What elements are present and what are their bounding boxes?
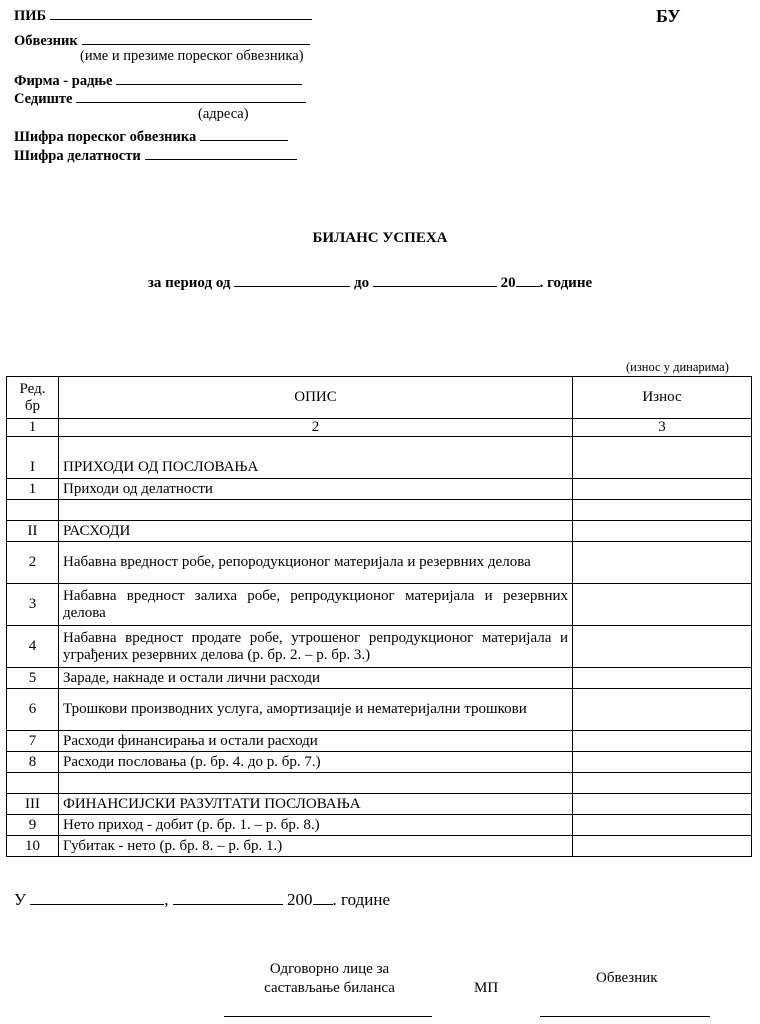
obveznik-field — [14, 30, 310, 50]
page-title: БИЛАНС УСПЕХА — [312, 230, 448, 246]
row-number — [7, 500, 59, 521]
period-to-label: до — [353, 275, 370, 291]
footer-year-suffix: . године — [332, 890, 390, 909]
row-description — [59, 773, 573, 794]
amount-cell[interactable] — [573, 836, 752, 857]
row-number: 5 — [7, 668, 59, 689]
period-year-prefix: 20 — [500, 275, 516, 291]
table-row — [7, 521, 752, 542]
sifra-delatnosti-field — [14, 145, 297, 165]
responsible-person-label: Одговорно лице за састављање биланса — [264, 961, 395, 996]
table-row — [7, 584, 752, 626]
row-description: Расходи пословања (р. бр. 4. до р. бр. 7.) — [59, 752, 573, 773]
row-number: 7 — [7, 731, 59, 752]
obveznik-signature-label: Обвезник — [596, 970, 658, 986]
column-number-row — [7, 419, 752, 437]
period-to-field[interactable] — [373, 272, 497, 287]
sifra-obveznika-line[interactable] — [200, 126, 288, 141]
table-row — [7, 437, 752, 479]
row-description: ФИНАНСИЈСКИ РАЗУЛТАТИ ПОСЛОВАЊА — [59, 794, 573, 815]
table-row — [7, 626, 752, 668]
amount-cell[interactable] — [573, 689, 752, 731]
row-number: 3 — [7, 584, 59, 626]
stamp-placeholder: МП — [474, 980, 499, 996]
sifra-delatnosti-label: Шифра делатности — [14, 148, 141, 164]
row-number: 4 — [7, 626, 59, 668]
row-description — [59, 500, 573, 521]
footer-year-field[interactable] — [313, 890, 333, 905]
period-prefix: за период од — [147, 275, 231, 291]
row-number: 9 — [7, 815, 59, 836]
row-description: Нето приход - добит (р. бр. 1. – р. бр. 8.) — [59, 815, 573, 836]
period-line — [0, 272, 740, 292]
table-row — [7, 794, 752, 815]
amount-cell[interactable] — [573, 500, 752, 521]
amount-cell[interactable] — [573, 731, 752, 752]
firma-field — [14, 70, 302, 90]
row-description: ПРИХОДИ ОД ПОСЛОВАЊА — [59, 437, 573, 479]
row-description: Набавна вредност продате робе, утрошеног репродукционог материјала и уграђених резервних делова (р. бр. 2. – р. бр. 3.) — [59, 626, 573, 668]
sediste-line[interactable] — [76, 88, 306, 103]
amount-cell[interactable] — [573, 794, 752, 815]
firma-label: Фирма - радње — [14, 73, 113, 89]
period-suffix: . године — [539, 275, 593, 291]
table-row — [7, 500, 752, 521]
amount-cell[interactable] — [573, 773, 752, 794]
row-number: 10 — [7, 836, 59, 857]
row-description: Трошкови производних услуга, амортизације и нематеријални трошкови — [59, 689, 573, 731]
row-number — [7, 773, 59, 794]
table-row — [7, 542, 752, 584]
table-row — [7, 668, 752, 689]
date-field[interactable] — [173, 890, 283, 905]
sifra-delatnosti-line[interactable] — [145, 145, 297, 160]
row-number: 1 — [7, 479, 59, 500]
obveznik-signature-line[interactable] — [540, 1016, 710, 1017]
form-code: БУ — [656, 6, 681, 26]
table-header-row — [7, 377, 752, 419]
pib-field — [14, 5, 312, 25]
sifra-obveznika-label: Шифра пореског обвезника — [14, 129, 197, 145]
row-number: II — [7, 521, 59, 542]
amount-cell[interactable] — [573, 815, 752, 836]
col-number-2: 2 — [59, 419, 573, 437]
table-row — [7, 731, 752, 752]
row-number: III — [7, 794, 59, 815]
row-description: Приходи од делатности — [59, 479, 573, 500]
row-number: I — [7, 437, 59, 479]
row-description: Расходи финансирања и остали расходи — [59, 731, 573, 752]
table-row — [7, 836, 752, 857]
row-description: РАСХОДИ — [59, 521, 573, 542]
income-statement-table — [6, 376, 752, 857]
pib-line[interactable] — [50, 5, 312, 20]
sediste-note: (адреса) — [198, 106, 249, 122]
header-desc: ОПИС — [59, 377, 573, 419]
firma-line[interactable] — [116, 70, 302, 85]
row-number: 6 — [7, 689, 59, 731]
amount-cell[interactable] — [573, 584, 752, 626]
amount-cell[interactable] — [573, 542, 752, 584]
amount-cell[interactable] — [573, 752, 752, 773]
place-prefix: У — [14, 890, 27, 909]
sifra-obveznika-field — [14, 126, 288, 146]
amount-cell[interactable] — [573, 626, 752, 668]
row-description: Зараде, накнаде и остали лични расходи — [59, 668, 573, 689]
sediste-field — [14, 88, 306, 108]
period-from-field[interactable] — [234, 272, 350, 287]
place-field[interactable] — [30, 890, 164, 905]
table-row — [7, 815, 752, 836]
footer-year-prefix: 200 — [287, 890, 313, 909]
amount-cell[interactable] — [573, 437, 752, 479]
table-row — [7, 752, 752, 773]
table-row — [7, 773, 752, 794]
col-number-3: 3 — [573, 419, 752, 437]
amount-cell[interactable] — [573, 521, 752, 542]
place-date-line: У , 200 . године — [14, 890, 390, 909]
obveznik-line[interactable] — [82, 30, 310, 45]
row-description: Набавна вредност робе, репородукционог материјала и резервних делова — [59, 542, 573, 584]
row-number: 2 — [7, 542, 59, 584]
responsible-signature-line[interactable] — [224, 1016, 432, 1017]
sediste-label: Седиште — [14, 91, 73, 107]
period-year-field[interactable] — [516, 272, 540, 287]
row-description: Губитак - нето (р. бр. 8. – р. бр. 1.) — [59, 836, 573, 857]
pib-label: ПИБ — [14, 8, 47, 24]
col-number-1: 1 — [7, 419, 59, 437]
row-number: 8 — [7, 752, 59, 773]
header-no: Ред. бр — [7, 377, 59, 419]
header-amount: Износ — [573, 377, 752, 419]
table-row — [7, 689, 752, 731]
row-description: Набавна вредност залиха робе, репродукционог материјала и резервних делова — [59, 584, 573, 626]
table-row — [7, 479, 752, 500]
amount-cell[interactable] — [573, 668, 752, 689]
obveznik-note: (име и презиме пореског обвезника) — [80, 48, 304, 64]
obveznik-label: Обвезник — [14, 33, 78, 49]
unit-note: (износ у динарима) — [626, 360, 729, 374]
amount-cell[interactable] — [573, 479, 752, 500]
